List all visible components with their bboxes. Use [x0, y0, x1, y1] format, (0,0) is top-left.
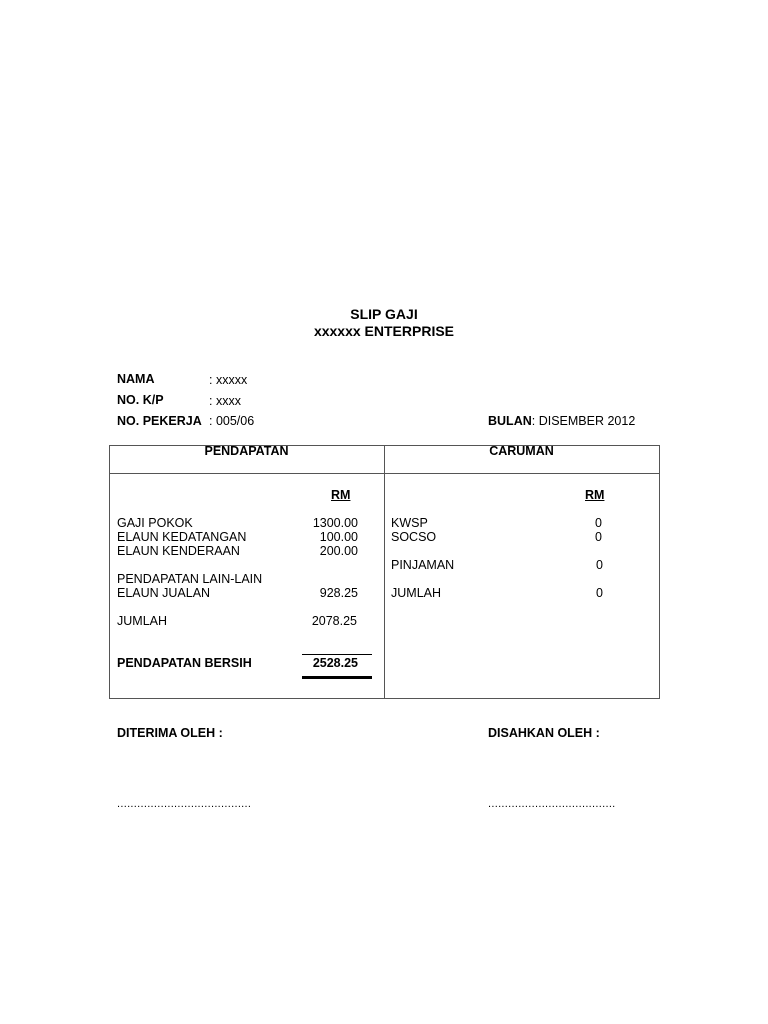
income-item-value: 100.00	[319, 530, 358, 544]
net-double-rule	[302, 676, 372, 679]
income-item-label: ELAUN KENDERAAN	[117, 544, 240, 558]
deduction-item-value: 0	[595, 530, 602, 544]
employee-id-value: : 005/06	[209, 414, 255, 428]
ic-label: NO. K/P	[117, 393, 164, 407]
month-value: : DISEMBER 2012	[531, 414, 636, 428]
table-border-right	[659, 445, 660, 698]
ic-value: : xxxx	[209, 394, 241, 408]
slip-title: SLIP GAJI	[350, 306, 418, 322]
deduction-total-label: JUMLAH	[391, 586, 442, 600]
net-income-label: PENDAPATAN BERSIH	[117, 656, 252, 670]
deduction-item-label: KWSP	[391, 516, 428, 530]
received-signature-line: ........................................	[117, 798, 252, 810]
deduction-total-value: 0	[596, 586, 603, 600]
month-field	[488, 415, 635, 428]
approved-signature-line: ......................................	[488, 798, 616, 810]
name-value: : xxxxx	[209, 373, 248, 387]
income-total-value: 2078.25	[311, 614, 357, 628]
income-item-label: GAJI POKOK	[117, 516, 193, 530]
name-label: NAMA	[117, 372, 155, 386]
table-border-left	[109, 445, 110, 698]
deduction-item-value: 0	[596, 558, 603, 572]
income-item-label: ELAUN KEDATANGAN	[117, 530, 247, 544]
income-currency: RM	[331, 488, 351, 502]
deductions-heading: CARUMAN	[489, 444, 554, 458]
deduction-item-label: SOCSO	[391, 530, 437, 544]
received-by-label: DITERIMA OLEH :	[117, 726, 223, 740]
month-label: BULAN	[488, 414, 532, 428]
net-income-value: 2528.25	[312, 656, 358, 670]
table-border-bottom	[109, 698, 660, 699]
other-income-heading: PENDAPATAN LAIN-LAIN	[117, 572, 263, 586]
income-item-value: 200.00	[319, 544, 358, 558]
income-item-value: 1300.00	[312, 516, 358, 530]
deductions-currency: RM	[585, 488, 605, 502]
employee-id-label: NO. PEKERJA	[117, 414, 202, 428]
net-top-rule	[302, 654, 372, 655]
deduction-item-value: 0	[595, 516, 602, 530]
company-name: xxxxxx ENTERPRISE	[313, 323, 455, 339]
income-total-label: JUMLAH	[117, 614, 168, 628]
sales-allowance-label: ELAUN JUALAN	[117, 586, 211, 600]
approved-by-label: DISAHKAN OLEH :	[488, 726, 600, 740]
deduction-item-label: PINJAMAN	[391, 558, 455, 572]
table-column-divider	[384, 445, 385, 698]
income-heading: PENDAPATAN	[204, 444, 289, 458]
sales-allowance-value: 928.25	[319, 586, 358, 600]
